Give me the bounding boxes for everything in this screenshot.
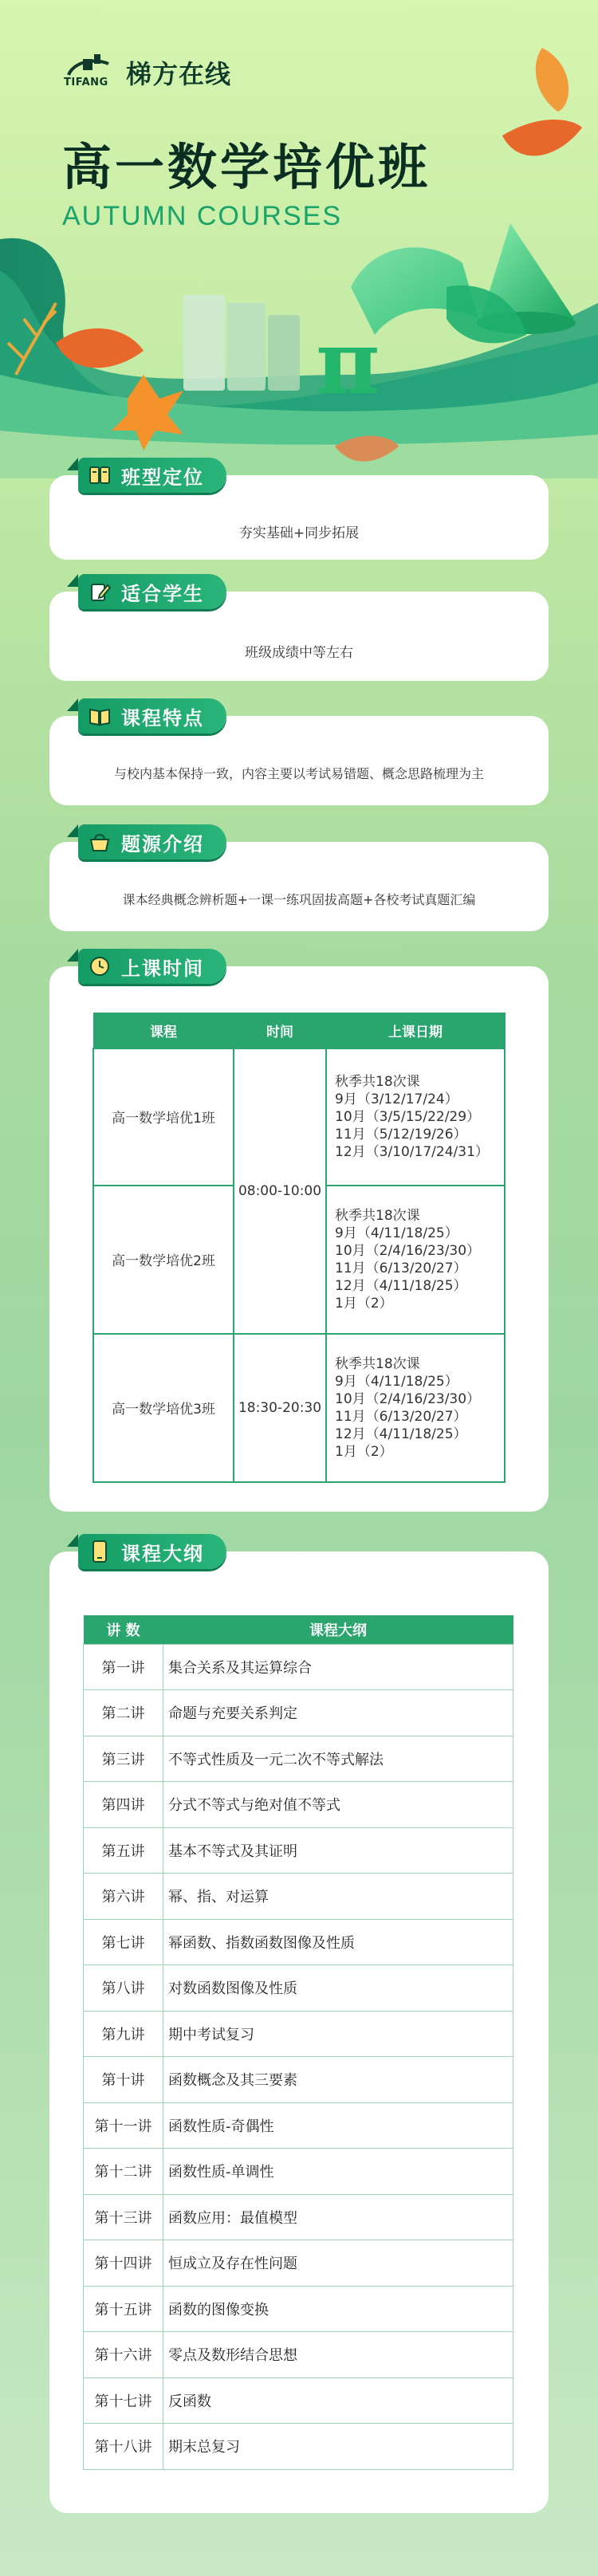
lecture-number: 第十讲 [84,2057,163,2103]
class-name: 高一数学培优1班 [93,1048,234,1186]
section-students [49,582,549,681]
class-name: 高一数学培优3班 [93,1334,234,1482]
date-line: 9月（3/12/17/24） [335,1091,458,1107]
section-tag [78,458,226,493]
column-header: 上课日期 [326,1013,505,1048]
lecture-title: 期末总复习 [163,2424,513,2470]
section-title: 班型定位 [121,466,204,489]
lecture-number: 第九讲 [84,2011,163,2057]
lecture-number: 第十七讲 [84,2377,163,2424]
lecture-title: 分式不等式与绝对值不等式 [163,1782,513,1828]
class-time: 08:00-10:00 [234,1048,326,1334]
table-row [84,2377,513,2424]
lecture-title: 函数应用：最值模型 [163,2194,513,2240]
phone-icon [88,1540,112,1563]
brand-logo[interactable] [62,54,231,91]
lecture-number: 第一讲 [84,1644,163,1690]
class-name: 高一数学培优2班 [93,1186,234,1334]
table-header-row [84,1615,513,1644]
table-row [84,2240,513,2287]
section-tag [78,574,226,609]
lecture-title: 函数的图像变换 [163,2286,513,2332]
schedule-table [92,1013,506,1483]
logo-icon [62,54,118,91]
section-text: 班级成绩中等左右 [245,645,353,661]
table-row [84,1919,513,1965]
logo-subtext: TIFANG [64,77,108,88]
lecture-title: 函数性质-奇偶性 [163,2102,513,2149]
lecture-number: 第二讲 [84,1690,163,1736]
section-features [49,706,549,805]
date-line: 10月（3/5/15/22/29） [335,1108,481,1125]
lecture-number: 第十二讲 [84,2149,163,2195]
section-title: 题源介绍 [121,832,204,855]
lecture-number: 第三讲 [84,1736,163,1782]
lecture-number: 第四讲 [84,1782,163,1828]
date-line: 11月（6/13/20/27） [335,1260,467,1276]
date-line: 秋季共18次课 [335,1073,420,1090]
table-row [84,2286,513,2332]
lecture-number: 第十八讲 [84,2424,163,2470]
table-row [93,1048,505,1186]
lecture-title: 对数函数图像及性质 [163,1965,513,2012]
date-line: 秋季共18次课 [335,1207,420,1224]
table-row [84,2332,513,2378]
date-line: 1月（2） [335,1443,393,1460]
table-row [84,2102,513,2149]
date-line: 11月（6/13/20/27） [335,1408,467,1425]
outline-body [84,1644,513,2469]
lecture-title: 期中考试复习 [163,2011,513,2057]
pencil-icon [88,580,112,604]
table-row [84,2011,513,2057]
section-title: 课程特点 [121,706,204,730]
date-line: 12月（4/11/18/25） [335,1277,467,1294]
section-text: 课本经典概念辨析题+一课一练巩固拔高题+各校考试真题汇编 [122,892,476,907]
table-header-row [93,1013,505,1048]
lecture-title: 函数概念及其三要素 [163,2057,513,2103]
table-row [93,1334,505,1482]
section-sources [49,832,549,931]
lecture-title: 函数性质-单调性 [163,2149,513,2195]
table-row [84,1736,513,1782]
outline-table [83,1615,513,2470]
date-line: 9月（4/11/18/25） [335,1373,458,1390]
column-header: 课程大纲 [163,1615,513,1644]
lecture-number: 第十五讲 [84,2286,163,2332]
lecture-number: 第十四讲 [84,2240,163,2287]
table-row [84,2057,513,2103]
section-schedule [49,957,549,1512]
lecture-title: 集合关系及其运算综合 [163,1644,513,1690]
lecture-number: 第七讲 [84,1919,163,1965]
pi-icon: π [316,311,380,414]
table-row [84,2424,513,2470]
lecture-title: 不等式性质及一元二次不等式解法 [163,1736,513,1782]
table-row [84,1874,513,1920]
table-row [84,2149,513,2195]
section-tag [78,949,226,984]
clock-icon [88,954,112,978]
section-tag [78,1534,226,1569]
lecture-number: 第十三讲 [84,2194,163,2240]
section-tag [78,698,226,733]
lecture-title: 幂、指、对运算 [163,1874,513,1920]
lecture-number: 第六讲 [84,1874,163,1920]
basket-icon [88,830,112,854]
section-title: 课程大纲 [121,1542,204,1565]
page-title: 高一数学培优班 [62,138,431,196]
lecture-number: 第十一讲 [84,2102,163,2149]
lecture-number: 第八讲 [84,1965,163,2012]
open-book-icon [88,704,112,728]
date-line: 10月（2/4/16/23/30） [335,1242,481,1259]
section-outline [49,1542,549,2513]
table-row [84,1690,513,1736]
table-row [84,1782,513,1828]
section-text: 与校内基本保持一致，内容主要以考试易错题、概念思路梳理为主 [113,766,484,781]
table-row [84,1644,513,1690]
page-subtitle: AUTUMN COURSES [62,201,343,231]
lecture-number: 第十六讲 [84,2332,163,2378]
class-time: 18:30-20:30 [234,1334,326,1482]
class-dates [326,1334,505,1482]
column-header: 课程 [93,1013,234,1048]
lecture-number: 第五讲 [84,1827,163,1874]
lecture-title: 恒成立及存在性问题 [163,2240,513,2287]
column-header: 时间 [234,1013,326,1048]
table-row [84,1965,513,2012]
book-icon [88,463,112,487]
date-line: 12月（3/10/17/24/31） [335,1143,489,1160]
section-title: 上课时间 [121,957,204,980]
section-title: 适合学生 [121,582,204,605]
lecture-title: 幂函数、指数函数图像及性质 [163,1919,513,1965]
date-line: 12月（4/11/18/25） [335,1426,467,1442]
lecture-title: 反函数 [163,2377,513,2424]
date-line: 秋季共18次课 [335,1355,420,1372]
section-position [49,466,549,560]
table-row [84,2194,513,2240]
section-tag [78,824,226,859]
lecture-title: 零点及数形结合思想 [163,2332,513,2378]
brand-name: 梯方在线 [126,59,232,89]
table-row [84,1827,513,1874]
date-line: 1月（2） [335,1295,393,1312]
date-line: 10月（2/4/16/23/30） [335,1390,481,1407]
section-text: 夯实基础+同步拓展 [238,525,360,541]
date-line: 9月（4/11/18/25） [335,1225,458,1241]
hero-banner [0,0,598,478]
date-line: 11月（5/12/19/26） [335,1126,467,1142]
column-header: 讲 数 [84,1615,163,1644]
class-dates [326,1048,505,1186]
lecture-title: 命题与充要关系判定 [163,1690,513,1736]
class-dates [326,1186,505,1334]
lecture-title: 基本不等式及其证明 [163,1827,513,1874]
